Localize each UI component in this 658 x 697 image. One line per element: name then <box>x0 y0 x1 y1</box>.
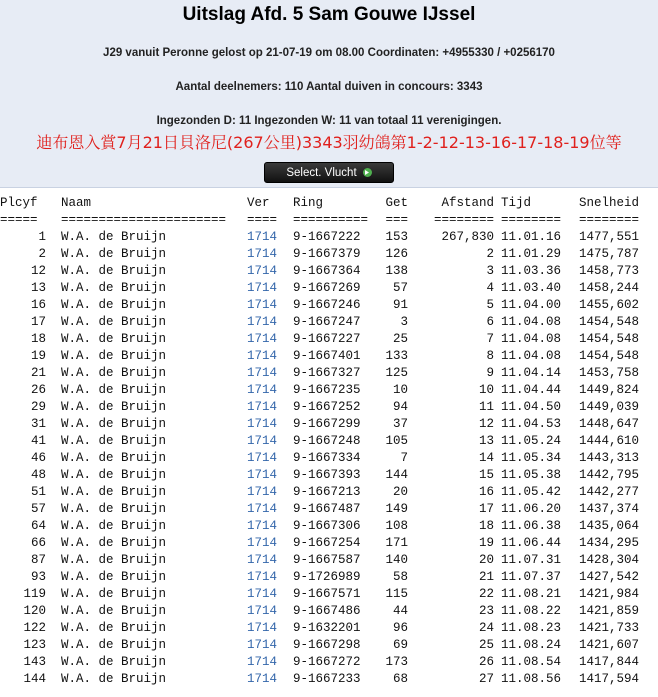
cell-naam: W.A. de Bruijn <box>61 230 167 244</box>
cell-naam: W.A. de Bruijn <box>61 315 167 329</box>
cell-snelheid: 1417,844 <box>578 655 639 669</box>
cell-naam: W.A. de Bruijn <box>61 400 167 414</box>
cell-ring: 9-1667227 <box>293 332 361 346</box>
table-row <box>0 450 658 467</box>
cell-ver-link[interactable]: 1714 <box>247 638 278 652</box>
cell-ring: 9-1667298 <box>293 638 361 652</box>
cell-ver-link[interactable]: 1714 <box>247 366 278 380</box>
cell-ver-link[interactable]: 1714 <box>247 332 278 346</box>
table-separator-row <box>0 212 658 229</box>
col-header-naam: Naam <box>61 196 92 210</box>
cell-naam: W.A. de Bruijn <box>61 468 167 482</box>
cell-get: 173 <box>385 655 408 669</box>
cell-ring: 9-1667327 <box>293 366 361 380</box>
col-header-tijd: Tijd <box>501 196 532 210</box>
cell-tijd: 11.05.38 <box>501 468 562 482</box>
cell-ring: 9-1667334 <box>293 451 361 465</box>
cell-snelheid: 1454,548 <box>578 332 639 346</box>
cell-afstand: 2 <box>486 247 494 261</box>
cell-plcyf: 26 <box>30 383 46 397</box>
cell-ver-link[interactable]: 1714 <box>247 400 278 414</box>
cell-ver-link[interactable]: 1714 <box>247 264 278 278</box>
cell-ver-link[interactable]: 1714 <box>247 451 278 465</box>
table-row <box>0 382 658 399</box>
table-row <box>0 331 658 348</box>
flight-info: J29 vanuit Peronne gelost op 21-07-19 om 08.00 Coordinaten: +4955330 / +0256170 <box>103 47 555 59</box>
participants-info: Aantal deelnemers: 110 Aantal duiven in concours: 3343 <box>175 81 483 93</box>
cell-snelheid: 1428,304 <box>578 553 639 567</box>
cell-naam: W.A. de Bruijn <box>61 434 167 448</box>
cell-naam: W.A. de Bruijn <box>61 264 167 278</box>
cell-afstand: 11 <box>478 400 494 414</box>
cell-ring: 9-1667222 <box>293 230 361 244</box>
cell-snelheid: 1454,548 <box>578 315 639 329</box>
table-row <box>0 654 658 671</box>
cell-ring: 9-1667306 <box>293 519 361 533</box>
table-row <box>0 263 658 280</box>
cell-ver-link[interactable]: 1714 <box>247 570 278 584</box>
cell-ring: 9-1667299 <box>293 417 361 431</box>
cell-naam: W.A. de Bruijn <box>61 655 167 669</box>
cell-naam: W.A. de Bruijn <box>61 587 167 601</box>
table-row <box>0 433 658 450</box>
cell-afstand: 20 <box>478 553 494 567</box>
cell-ver-link[interactable]: 1714 <box>247 281 278 295</box>
cell-tijd: 11.05.34 <box>501 451 562 465</box>
cell-ring: 9-1667486 <box>293 604 361 618</box>
cell-snelheid: 1421,859 <box>578 604 639 618</box>
cell-ver-link[interactable]: 1714 <box>247 502 278 516</box>
cell-snelheid: 1449,039 <box>578 400 639 414</box>
cell-ring: 9-1667587 <box>293 553 361 567</box>
cell-plcyf: 123 <box>23 638 46 652</box>
cell-tijd: 11.06.20 <box>501 502 562 516</box>
col-header-ring: Ring <box>293 196 324 210</box>
cell-get: 115 <box>385 587 408 601</box>
table-row <box>0 535 658 552</box>
select-flight-button[interactable] <box>264 162 394 183</box>
cell-snelheid: 1454,548 <box>578 349 639 363</box>
cell-snelheid: 1442,277 <box>578 485 639 499</box>
cell-ver-link[interactable]: 1714 <box>247 230 278 244</box>
cell-plcyf: 31 <box>30 417 46 431</box>
cell-plcyf: 13 <box>30 281 46 295</box>
cell-ring: 9-1632201 <box>293 621 361 635</box>
cell-ver-link[interactable]: 1714 <box>247 247 278 261</box>
cell-afstand: 5 <box>486 298 494 312</box>
cell-plcyf: 16 <box>30 298 46 312</box>
report-header <box>0 0 658 188</box>
cell-snelheid: 1435,064 <box>578 519 639 533</box>
col-header-get: Get <box>385 196 408 210</box>
separator-ver: ==== <box>247 213 278 227</box>
cell-ver-link[interactable]: 1714 <box>247 383 278 397</box>
cell-tijd: 11.01.16 <box>501 230 562 244</box>
result-summary-chinese: 迪布恩入賞7月21日貝洛尼(267公里)3343羽幼鴿第1-2-12-13-16-17-18-19位等 <box>36 133 622 152</box>
cell-snelheid: 1437,374 <box>578 502 639 516</box>
separator-ring: ========== <box>293 213 369 227</box>
cell-tijd: 11.06.38 <box>501 519 562 533</box>
cell-ring: 9-1667254 <box>293 536 361 550</box>
page-title: Uitslag Afd. 5 Sam Gouwe IJssel <box>182 4 476 25</box>
table-row <box>0 501 658 518</box>
separator-afstand: ======== <box>433 213 494 227</box>
cell-afstand: 16 <box>478 485 494 499</box>
cell-plcyf: 93 <box>30 570 46 584</box>
cell-naam: W.A. de Bruijn <box>61 298 167 312</box>
cell-tijd: 11.04.44 <box>501 383 562 397</box>
table-row <box>0 586 658 603</box>
cell-afstand: 3 <box>486 264 494 278</box>
cell-tijd: 11.05.24 <box>501 434 562 448</box>
cell-plcyf: 119 <box>23 587 46 601</box>
cell-afstand: 13 <box>478 434 494 448</box>
cell-ring: 9-1667272 <box>293 655 361 669</box>
cell-snelheid: 1477,551 <box>578 230 639 244</box>
cell-ring: 9-1667252 <box>293 400 361 414</box>
cell-afstand: 14 <box>478 451 494 465</box>
table-row <box>0 467 658 484</box>
cell-afstand: 25 <box>478 638 494 652</box>
cell-plcyf: 2 <box>38 247 46 261</box>
cell-tijd: 11.08.22 <box>501 604 562 618</box>
cell-tijd: 11.04.50 <box>501 400 562 414</box>
cell-snelheid: 1417,594 <box>578 672 639 686</box>
cell-naam: W.A. de Bruijn <box>61 621 167 635</box>
cell-tijd: 11.04.53 <box>501 417 562 431</box>
cell-get: 57 <box>392 281 408 295</box>
cell-tijd: 11.07.37 <box>501 570 562 584</box>
cell-afstand: 8 <box>486 349 494 363</box>
cell-naam: W.A. de Bruijn <box>61 519 167 533</box>
cell-plcyf: 17 <box>30 315 46 329</box>
cell-snelheid: 1421,607 <box>578 638 639 652</box>
cell-afstand: 21 <box>478 570 494 584</box>
cell-naam: W.A. de Bruijn <box>61 417 167 431</box>
cell-plcyf: 48 <box>30 468 46 482</box>
cell-get: 126 <box>385 247 408 261</box>
cell-afstand: 12 <box>478 417 494 431</box>
cell-plcyf: 19 <box>30 349 46 363</box>
cell-naam: W.A. de Bruijn <box>61 553 167 567</box>
cell-plcyf: 66 <box>30 536 46 550</box>
separator-snelheid: ======== <box>578 213 639 227</box>
separator-naam: ====================== <box>61 213 227 227</box>
cell-afstand: 26 <box>478 655 494 669</box>
cell-tijd: 11.04.08 <box>501 349 562 363</box>
cell-get: 44 <box>392 604 408 618</box>
cell-afstand: 17 <box>478 502 494 516</box>
cell-ver-link[interactable]: 1714 <box>247 434 278 448</box>
cell-snelheid: 1453,758 <box>578 366 639 380</box>
table-row <box>0 620 658 637</box>
table-row <box>0 365 658 382</box>
table-row <box>0 552 658 569</box>
col-header-plcyf: Plcyf <box>0 196 38 210</box>
cell-afstand: 7 <box>486 332 494 346</box>
cell-ver-link[interactable]: 1714 <box>247 672 278 686</box>
cell-ring: 9-1667247 <box>293 315 361 329</box>
table-row <box>0 246 658 263</box>
separator-tijd: ======== <box>501 213 562 227</box>
cell-afstand: 6 <box>486 315 494 329</box>
cell-ring: 9-1726989 <box>293 570 361 584</box>
cell-ver-link[interactable]: 1714 <box>247 655 278 669</box>
cell-snelheid: 1458,244 <box>578 281 639 295</box>
cell-plcyf: 46 <box>30 451 46 465</box>
cell-tijd: 11.04.14 <box>501 366 562 380</box>
cell-naam: W.A. de Bruijn <box>61 383 167 397</box>
cell-afstand: 24 <box>478 621 494 635</box>
cell-afstand: 15 <box>478 468 494 482</box>
cell-get: 125 <box>385 366 408 380</box>
cell-ver-link[interactable]: 1714 <box>247 315 278 329</box>
cell-tijd: 11.01.29 <box>501 247 562 261</box>
cell-tijd: 11.05.42 <box>501 485 562 499</box>
cell-snelheid: 1475,787 <box>578 247 639 261</box>
cell-ring: 9-1667379 <box>293 247 361 261</box>
cell-get: 138 <box>385 264 408 278</box>
cell-get: 140 <box>385 553 408 567</box>
cell-ver-link[interactable]: 1714 <box>247 604 278 618</box>
cell-get: 37 <box>392 417 408 431</box>
cell-ring: 9-1667393 <box>293 468 361 482</box>
cell-afstand: 19 <box>478 536 494 550</box>
cell-tijd: 11.04.08 <box>501 332 562 346</box>
cell-naam: W.A. de Bruijn <box>61 281 167 295</box>
cell-naam: W.A. de Bruijn <box>61 604 167 618</box>
cell-get: 3 <box>400 315 408 329</box>
cell-ver-link[interactable]: 1714 <box>247 519 278 533</box>
cell-ring: 9-1667235 <box>293 383 361 397</box>
cell-snelheid: 1427,542 <box>578 570 639 584</box>
cell-get: 25 <box>392 332 408 346</box>
cell-tijd: 11.08.21 <box>501 587 562 601</box>
cell-tijd: 11.08.24 <box>501 638 562 652</box>
col-header-ver: Ver <box>247 196 270 210</box>
table-row <box>0 569 658 586</box>
cell-afstand: 22 <box>478 587 494 601</box>
cell-get: 94 <box>392 400 408 414</box>
cell-ring: 9-1667233 <box>293 672 361 686</box>
cell-ver-link[interactable]: 1714 <box>247 485 278 499</box>
table-row <box>0 518 658 535</box>
arrow-right-icon <box>363 168 372 177</box>
cell-ring: 9-1667246 <box>293 298 361 312</box>
table-row <box>0 637 658 654</box>
cell-get: 153 <box>385 230 408 244</box>
table-row <box>0 297 658 314</box>
cell-naam: W.A. de Bruijn <box>61 502 167 516</box>
cell-ring: 9-1667213 <box>293 485 361 499</box>
col-header-afstand: Afstand <box>441 196 494 210</box>
cell-plcyf: 51 <box>30 485 46 499</box>
cell-snelheid: 1448,647 <box>578 417 639 431</box>
cell-naam: W.A. de Bruijn <box>61 638 167 652</box>
cell-naam: W.A. de Bruijn <box>61 570 167 584</box>
cell-plcyf: 1 <box>38 230 46 244</box>
cell-get: 20 <box>392 485 408 499</box>
cell-ver-link[interactable]: 1714 <box>247 417 278 431</box>
cell-naam: W.A. de Bruijn <box>61 366 167 380</box>
cell-plcyf: 57 <box>30 502 46 516</box>
cell-get: 7 <box>400 451 408 465</box>
cell-plcyf: 41 <box>30 434 46 448</box>
cell-get: 58 <box>392 570 408 584</box>
cell-get: 105 <box>385 434 408 448</box>
table-row <box>0 229 658 246</box>
separator-plcyf: ===== <box>0 213 38 227</box>
table-row <box>0 314 658 331</box>
cell-naam: W.A. de Bruijn <box>61 349 167 363</box>
cell-tijd: 11.04.08 <box>501 315 562 329</box>
cell-snelheid: 1458,773 <box>578 264 639 278</box>
cell-afstand: 23 <box>478 604 494 618</box>
cell-naam: W.A. de Bruijn <box>61 332 167 346</box>
table-body <box>0 229 658 688</box>
cell-naam: W.A. de Bruijn <box>61 672 167 686</box>
cell-plcyf: 12 <box>30 264 46 278</box>
cell-snelheid: 1444,610 <box>578 434 639 448</box>
cell-naam: W.A. de Bruijn <box>61 247 167 261</box>
cell-ring: 9-1667487 <box>293 502 361 516</box>
cell-get: 133 <box>385 349 408 363</box>
cell-tijd: 11.08.54 <box>501 655 562 669</box>
cell-plcyf: 144 <box>23 672 46 686</box>
cell-afstand: 4 <box>486 281 494 295</box>
cell-ver-link[interactable]: 1714 <box>247 553 278 567</box>
cell-ver-link[interactable]: 1714 <box>247 468 278 482</box>
cell-get: 149 <box>385 502 408 516</box>
cell-ver-link[interactable]: 1714 <box>247 621 278 635</box>
cell-get: 144 <box>385 468 408 482</box>
cell-plcyf: 120 <box>23 604 46 618</box>
entries-info: Ingezonden D: 11 Ingezonden W: 11 van totaal 11 verenigingen. <box>156 115 502 127</box>
cell-ver-link[interactable]: 1714 <box>247 536 278 550</box>
cell-ver-link[interactable]: 1714 <box>247 298 278 312</box>
cell-ring: 9-1667571 <box>293 587 361 601</box>
cell-get: 91 <box>392 298 408 312</box>
cell-snelheid: 1434,295 <box>578 536 639 550</box>
cell-ring: 9-1667401 <box>293 349 361 363</box>
cell-tijd: 11.06.44 <box>501 536 562 550</box>
cell-snelheid: 1421,733 <box>578 621 639 635</box>
cell-get: 69 <box>392 638 408 652</box>
cell-tijd: 11.08.56 <box>501 672 562 686</box>
cell-get: 171 <box>385 536 408 550</box>
cell-tijd: 11.03.36 <box>501 264 562 278</box>
table-row <box>0 348 658 365</box>
cell-plcyf: 64 <box>30 519 46 533</box>
results-table <box>0 195 658 688</box>
cell-tijd: 11.04.00 <box>501 298 562 312</box>
cell-snelheid: 1442,795 <box>578 468 639 482</box>
select-flight-label: Select. Vlucht <box>286 166 357 179</box>
cell-ring: 9-1667269 <box>293 281 361 295</box>
cell-plcyf: 87 <box>30 553 46 567</box>
table-row <box>0 671 658 688</box>
cell-snelheid: 1443,313 <box>578 451 639 465</box>
cell-tijd: 11.08.23 <box>501 621 562 635</box>
cell-plcyf: 29 <box>30 400 46 414</box>
cell-get: 10 <box>392 383 408 397</box>
cell-get: 68 <box>392 672 408 686</box>
cell-get: 96 <box>392 621 408 635</box>
cell-get: 108 <box>385 519 408 533</box>
cell-naam: W.A. de Bruijn <box>61 485 167 499</box>
cell-plcyf: 143 <box>23 655 46 669</box>
cell-plcyf: 18 <box>30 332 46 346</box>
cell-ring: 9-1667248 <box>293 434 361 448</box>
separator-get: === <box>385 213 408 227</box>
cell-ver-link[interactable]: 1714 <box>247 349 278 363</box>
cell-afstand: 10 <box>478 383 494 397</box>
table-row <box>0 280 658 297</box>
cell-tijd: 11.03.40 <box>501 281 562 295</box>
cell-plcyf: 122 <box>23 621 46 635</box>
cell-snelheid: 1455,602 <box>578 298 639 312</box>
table-row <box>0 603 658 620</box>
table-row <box>0 484 658 501</box>
cell-ver-link[interactable]: 1714 <box>247 587 278 601</box>
cell-naam: W.A. de Bruijn <box>61 451 167 465</box>
cell-plcyf: 21 <box>30 366 46 380</box>
cell-ring: 9-1667364 <box>293 264 361 278</box>
cell-tijd: 11.07.31 <box>501 553 562 567</box>
cell-snelheid: 1449,824 <box>578 383 639 397</box>
cell-afstand: 9 <box>486 366 494 380</box>
cell-naam: W.A. de Bruijn <box>61 536 167 550</box>
col-header-snelheid: Snelheid <box>578 196 639 210</box>
table-row <box>0 416 658 433</box>
table-header-row <box>0 195 658 212</box>
cell-afstand: 267,830 <box>441 230 494 244</box>
cell-afstand: 27 <box>478 672 494 686</box>
cell-afstand: 18 <box>478 519 494 533</box>
cell-snelheid: 1421,984 <box>578 587 639 601</box>
table-row <box>0 399 658 416</box>
